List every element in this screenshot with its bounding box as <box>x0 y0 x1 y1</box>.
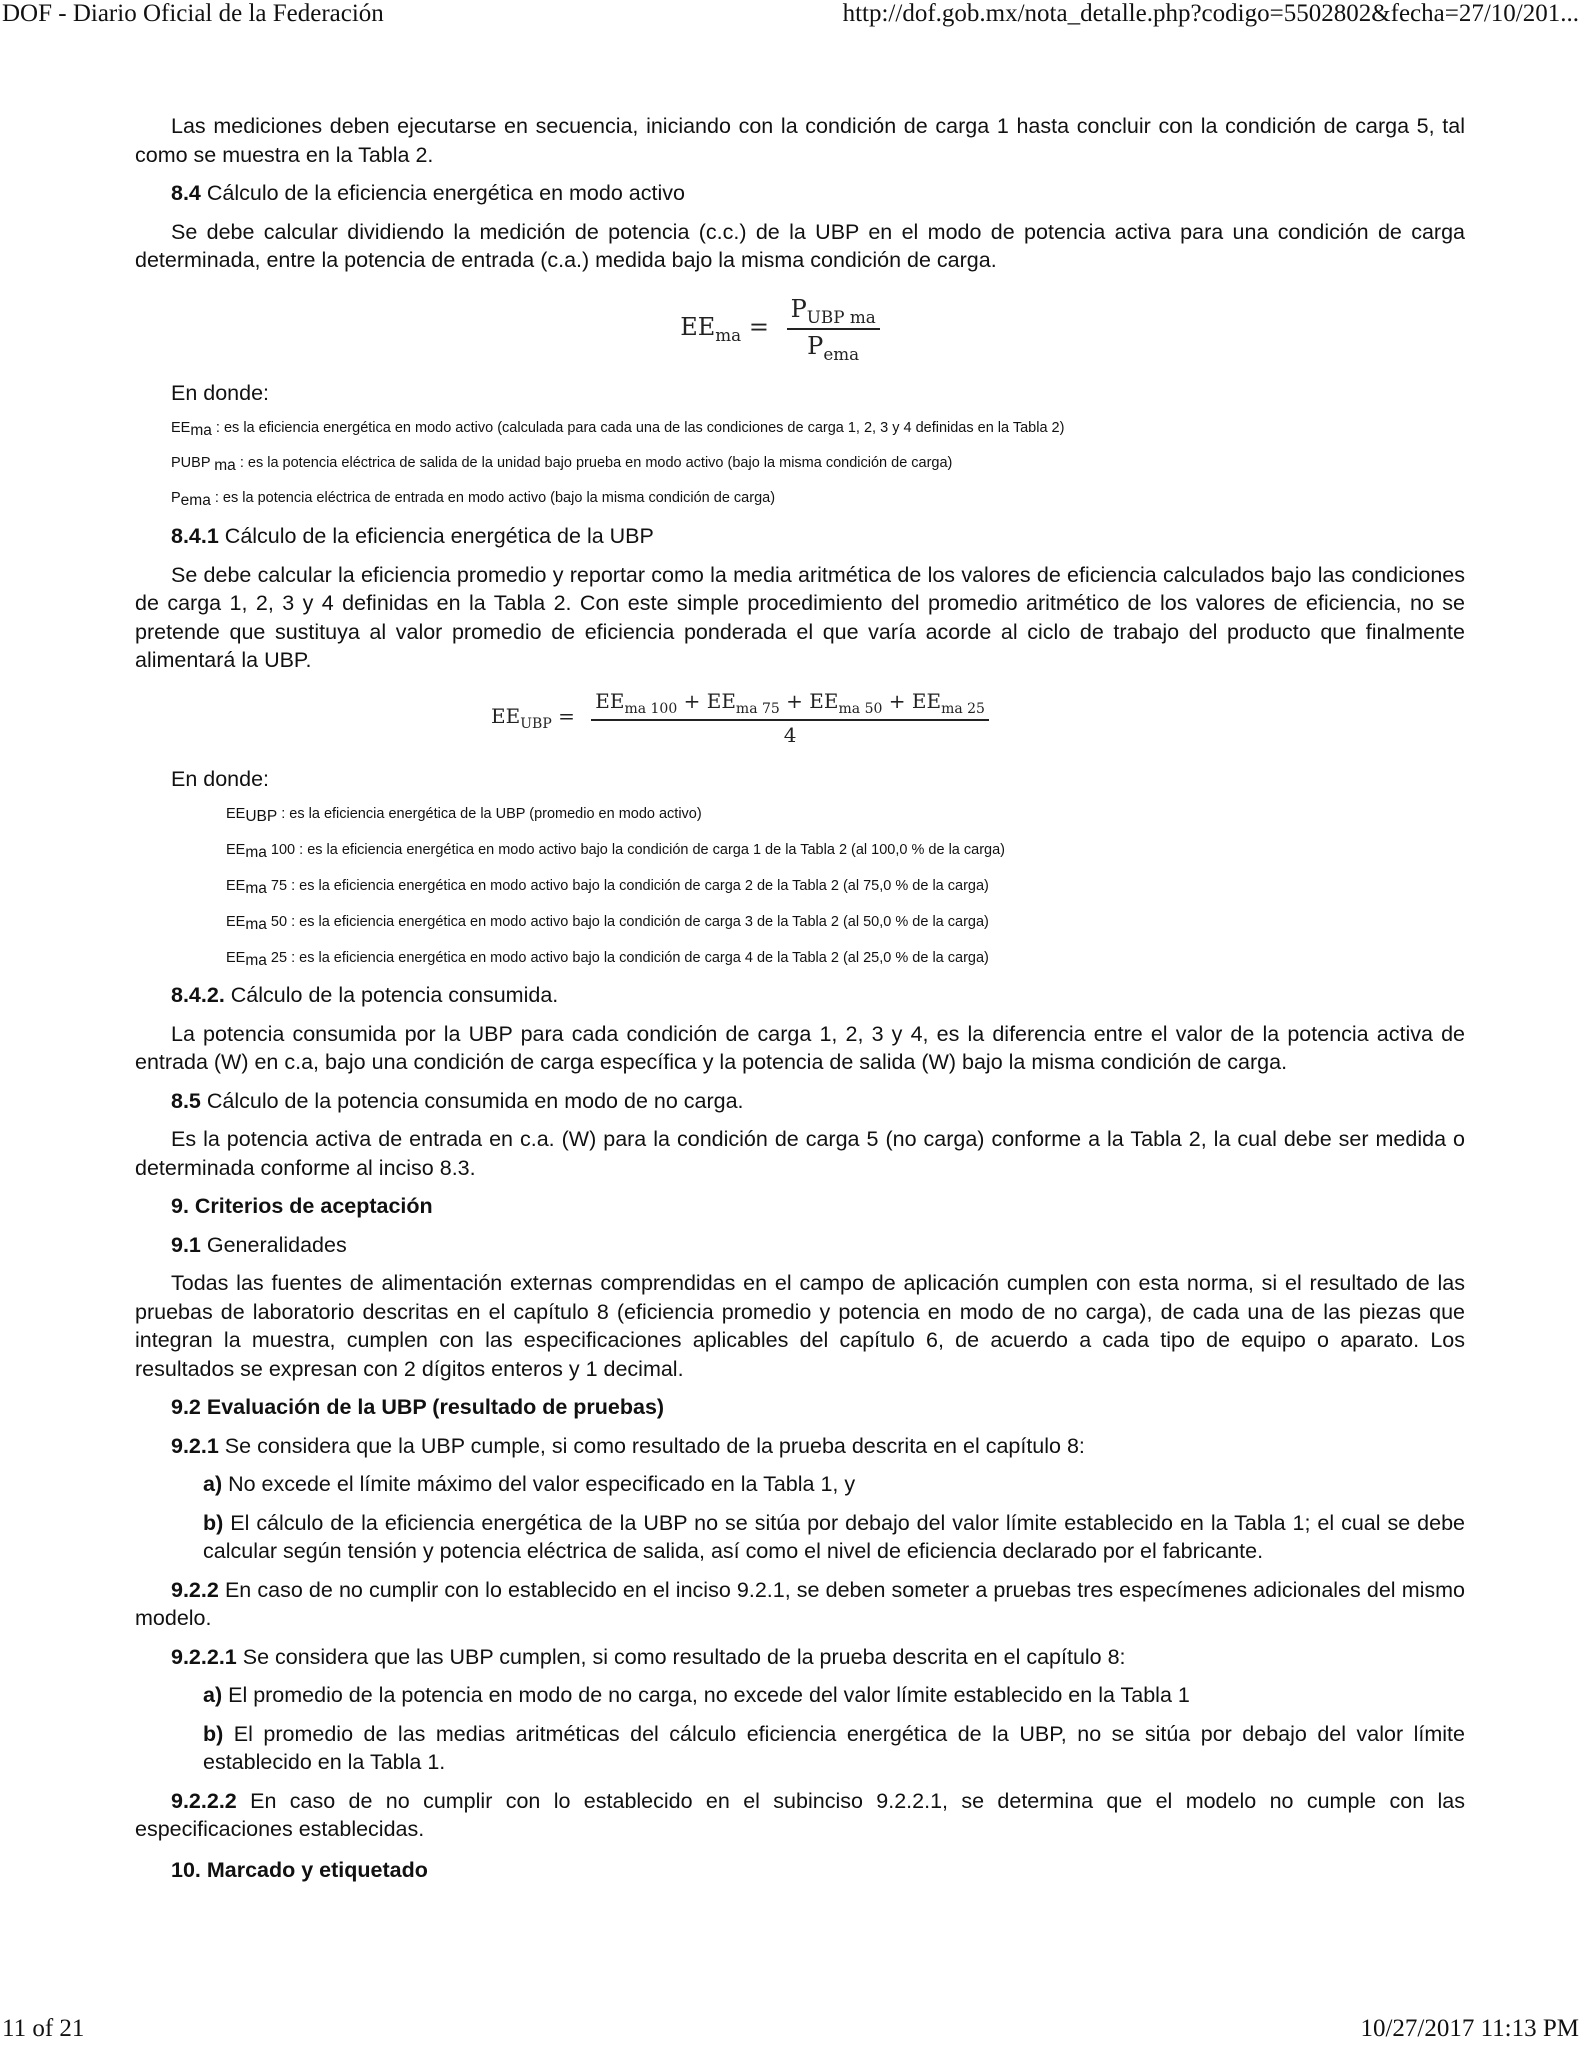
definition-symbol: EE <box>171 420 191 436</box>
definition-symbol-sub: ma <box>245 952 267 969</box>
section-9-2-2-1 <box>135 1643 1465 1672</box>
section-title: Cálculo de la potencia consumida en modo de no carga. <box>200 1088 744 1113</box>
definition-p-ema <box>135 489 1465 510</box>
formula-term-sub: ma 75 <box>735 700 780 717</box>
formula-term: EE <box>911 688 942 713</box>
formula-term-sub: ma 100 <box>624 700 678 717</box>
item-label: a) <box>203 1683 223 1707</box>
section-8-4-2-heading <box>135 981 1465 1010</box>
formula-lhs-sub: UBP <box>520 715 552 732</box>
paragraph-measurements: Las mediciones deben ejecutarse en secuencia, iniciando con la condición de carga 1 hasta concluir con la condición de carga 5, tal como se muestra en la Tabla 2. <box>135 114 1465 167</box>
paragraph-8-5: Es la potencia activa de entrada en c.a. (W) para la condición de carga 5 (no carga) conforme a la Tabla 2, la cual debe ser medida o determinada conforme al inciso 8.3. <box>135 1127 1465 1180</box>
section-text: En caso de no cumplir con lo establecido en el inciso 9.2.1, se deben someter a pruebas tres especímenes adicionales del mismo modelo. <box>135 1577 1465 1630</box>
section-number: 8.4.1 <box>171 524 219 548</box>
definition-symbol-sub: ema <box>180 492 211 509</box>
definition-symbol: P <box>171 490 181 506</box>
section-title: Cálculo de la eficiencia energética de la UBP <box>218 524 654 548</box>
section-title: 9. Criterios de aceptación <box>171 1194 433 1218</box>
section-9-2-2 <box>135 1576 1465 1633</box>
section-number: 9.2.2.1 <box>171 1644 237 1669</box>
section-number: 9.1 <box>171 1232 201 1257</box>
formula-ee-ubp: $EE_{UBP}$ = $EE_{ma 100} + EE_{ma 75} + EE_{ma 50} + EE_{ma 25}$ 4 <box>135 689 1465 751</box>
definition-text: : es la potencia eléctrica de entrada en modo activo (bajo la misma condición de carga) <box>210 490 776 506</box>
formula-numerator: P <box>790 294 807 323</box>
item-label: b) <box>203 1721 224 1746</box>
section-9-heading <box>135 1192 1465 1221</box>
definition-text: 50 : es la eficiencia energética en modo activo bajo la condición de carga 3 de la Tabla 2 (al 50,0 % de la carga) <box>266 914 989 930</box>
print-timestamp: 10/27/2017 11:13 PM <box>1360 2015 1579 2042</box>
item-text: El cálculo de la eficiencia energética de la UBP no se sitúa por debajo del valor límite establecido en la Tabla 1; el cual se debe calcular según tensión y potencia eléctrica de salida, así como el nivel de eficiencia declarado por el fabricante. <box>203 1510 1465 1563</box>
definition-text: : es la eficiencia energética en modo activo (calculada para cada una de las condiciones de carga 1, 2, 3 y 4 definidas en la Tabla 2) <box>211 420 1065 436</box>
definition-symbol: EE <box>226 842 246 858</box>
paragraph-8-4: Se debe calcular dividiendo la medición de potencia (c.c.) de la UBP en el modo de potencia activa para una condición de carga determinada, entre la potencia de entrada (c.a.) medida bajo la misma condición de carga. <box>135 219 1465 272</box>
definition-pubp-ma <box>135 454 1465 475</box>
definition-symbol: EE <box>226 950 246 966</box>
formula-term: EE <box>809 688 839 713</box>
item-9-2-1-a <box>135 1470 1465 1499</box>
definition-symbol-sub: ma <box>214 457 236 474</box>
formula-fraction: $EE_{ma 100} + EE_{ma 75} + EE_{ma 50} + EE_{ma 25}$ 4 <box>591 689 989 747</box>
formula-denominator-sub: ema <box>823 344 860 365</box>
formula-denominator: P <box>807 332 824 361</box>
definition-symbol-sub: ma <box>245 844 267 861</box>
item-9-2-2-1-b <box>135 1720 1465 1777</box>
definition-ee-ubp <box>135 805 1465 826</box>
page-header-title: DOF - Diario Oficial de la Federación <box>2 0 384 27</box>
formula-denominator: 4 <box>783 722 797 747</box>
section-number: 8.4.2. <box>171 983 225 1007</box>
section-text: Se considera que las UBP cumplen, si como resultado de la prueba descrita en el capítulo 8: <box>236 1644 1126 1669</box>
formula-term: EE <box>706 688 736 713</box>
section-text: Se considera que la UBP cumple, si como resultado de la prueba descrita en el capítulo 8: <box>218 1433 1085 1458</box>
definition-text: 25 : es la eficiencia energética en modo activo bajo la condición de carga 4 de la Tabla 2 (al 25,0 % de la carga) <box>266 950 989 966</box>
definition-ee-ma-75 <box>135 877 1465 898</box>
section-8-4-1-heading <box>135 522 1465 551</box>
definition-symbol-sub: ma <box>245 880 267 897</box>
definition-symbol-sub: UBP <box>245 808 278 825</box>
section-title: Generalidades <box>200 1232 347 1257</box>
section-title: Cálculo de la eficiencia energética en modo activo <box>200 181 685 205</box>
paragraph-8-4-1: Se debe calcular la eficiencia promedio y reportar como la media aritmética de los valores de eficiencia calculados bajo las condiciones de carga 1, 2, 3 y 4 definidas en la Tabla 2. Con este simple procedimiento del promedio aritmético de los valores de eficiencia, no se pretende que sustituya al valor promedio de eficiencia ponderada el que varía acorde al ciclo de trabajo del producto que finalmente alimentará la UBP. <box>135 562 1465 672</box>
definition-ee-ma-50 <box>135 913 1465 934</box>
section-9-1-heading <box>135 1231 1465 1260</box>
formula-ee-ma: $EE_{ma}$ = $\frac{P_{UBP ma}}{P_{ema}}$ <box>135 295 1465 365</box>
definition-symbol-sub: ma <box>190 422 212 439</box>
formula-lhs: EE <box>680 313 716 342</box>
section-title: 10. Marcado y etiquetado <box>171 1857 428 1882</box>
document-body <box>135 112 1465 1884</box>
formula-term-sub: ma 50 <box>838 700 883 717</box>
formula-lhs-sub: ma <box>715 325 742 346</box>
definition-text: : es la potencia eléctrica de salida de la unidad bajo prueba en modo activo (bajo la misma condición de carga) <box>235 455 953 471</box>
item-label: a) <box>203 1472 223 1496</box>
item-label: b) <box>203 1510 224 1535</box>
section-number: 9.2.2 <box>171 1577 219 1602</box>
section-8-4-heading <box>135 179 1465 208</box>
definition-ee-ma <box>135 419 1465 440</box>
definition-ee-ma-100 <box>135 841 1465 862</box>
definition-text: 100 : es la eficiencia energética en modo activo bajo la condición de carga 1 de la Tabla 2 (al 100,0 % de la carga) <box>266 842 1005 858</box>
formula-fraction <box>787 295 880 365</box>
section-text: En caso de no cumplir con lo establecido en el subinciso 9.2.2.1, se determina que el modelo no cumple con las especificaciones establecidas. <box>135 1788 1465 1841</box>
section-9-2-1 <box>135 1432 1465 1461</box>
definition-text: 75 : es la eficiencia energética en modo activo bajo la condición de carga 2 de la Tabla 2 (al 75,0 % de la carga) <box>266 878 989 894</box>
en-donde-label-1: En donde: <box>171 380 270 405</box>
section-number: 9.2.2.2 <box>171 1788 237 1813</box>
definition-symbol: EE <box>226 806 246 822</box>
definition-ee-ma-25 <box>135 949 1465 970</box>
section-9-2-2-2 <box>135 1787 1465 1844</box>
section-number: 8.4 <box>171 181 201 205</box>
formula-numerator-sub: UBP ma <box>806 306 876 327</box>
section-title: Cálculo de la potencia consumida. <box>224 983 559 1007</box>
item-9-2-1-b <box>135 1509 1465 1566</box>
definition-symbol: EE <box>226 914 246 930</box>
en-donde-label-2: En donde: <box>171 766 270 791</box>
formula-lhs: EE <box>491 703 521 728</box>
section-title: 9.2 Evaluación de la UBP (resultado de pruebas) <box>171 1395 665 1419</box>
formula-term-sub: ma 25 <box>941 700 985 717</box>
definition-text: : es la eficiencia energética de la UBP (promedio en modo activo) <box>277 806 702 822</box>
item-text: El promedio de las medias aritméticas del cálculo eficiencia energética de la UBP, no se sitúa por debajo del valor límite establecido en la Tabla 1. <box>203 1721 1465 1774</box>
paragraph-9-1: Todas las fuentes de alimentación externas comprendidas en el campo de aplicación cumplen con esta norma, si el resultado de las pruebas de laboratorio descritas en el capítulo 8 (eficiencia promedio y potencia en modo de no carga), de cada una de las piezas que integran la muestra, cumplen con las especificaciones aplicables del capítulo 6, de acuerdo a cada tipo de equipo o aparato. Los resultados se expresan con 2 dígitos enteros y 1 decimal. <box>135 1271 1465 1381</box>
definition-symbol: EE <box>226 878 246 894</box>
section-8-5-heading <box>135 1087 1465 1116</box>
section-10-heading <box>135 1856 1465 1885</box>
item-text: El promedio de la potencia en modo de no carga, no excede del valor límite establecido en la Tabla 1 <box>222 1683 1190 1707</box>
item-9-2-2-1-a <box>135 1681 1465 1710</box>
formula-term: EE <box>595 688 625 713</box>
definition-symbol-sub: ma <box>245 916 267 933</box>
page-counter: 11 of 21 <box>2 2015 85 2042</box>
page-header-url: http://dof.gob.mx/nota_detalle.php?codigo=5502802&fecha=27/10/201... <box>842 0 1579 27</box>
section-number: 8.5 <box>171 1088 201 1113</box>
paragraph-8-4-2: La potencia consumida por la UBP para cada condición de carga 1, 2, 3 y 4, es la diferencia entre el valor de la potencia activa de entrada (W) en c.a, bajo una condición de carga específica y la potencia de salida (W) bajo la misma condición de carga. <box>135 1021 1465 1074</box>
definition-symbol: PUBP <box>171 455 215 471</box>
item-text: No excede el límite máximo del valor especificado en la Tabla 1, y <box>222 1472 856 1496</box>
section-9-2-heading <box>135 1393 1465 1422</box>
section-number: 9.2.1 <box>171 1433 219 1458</box>
